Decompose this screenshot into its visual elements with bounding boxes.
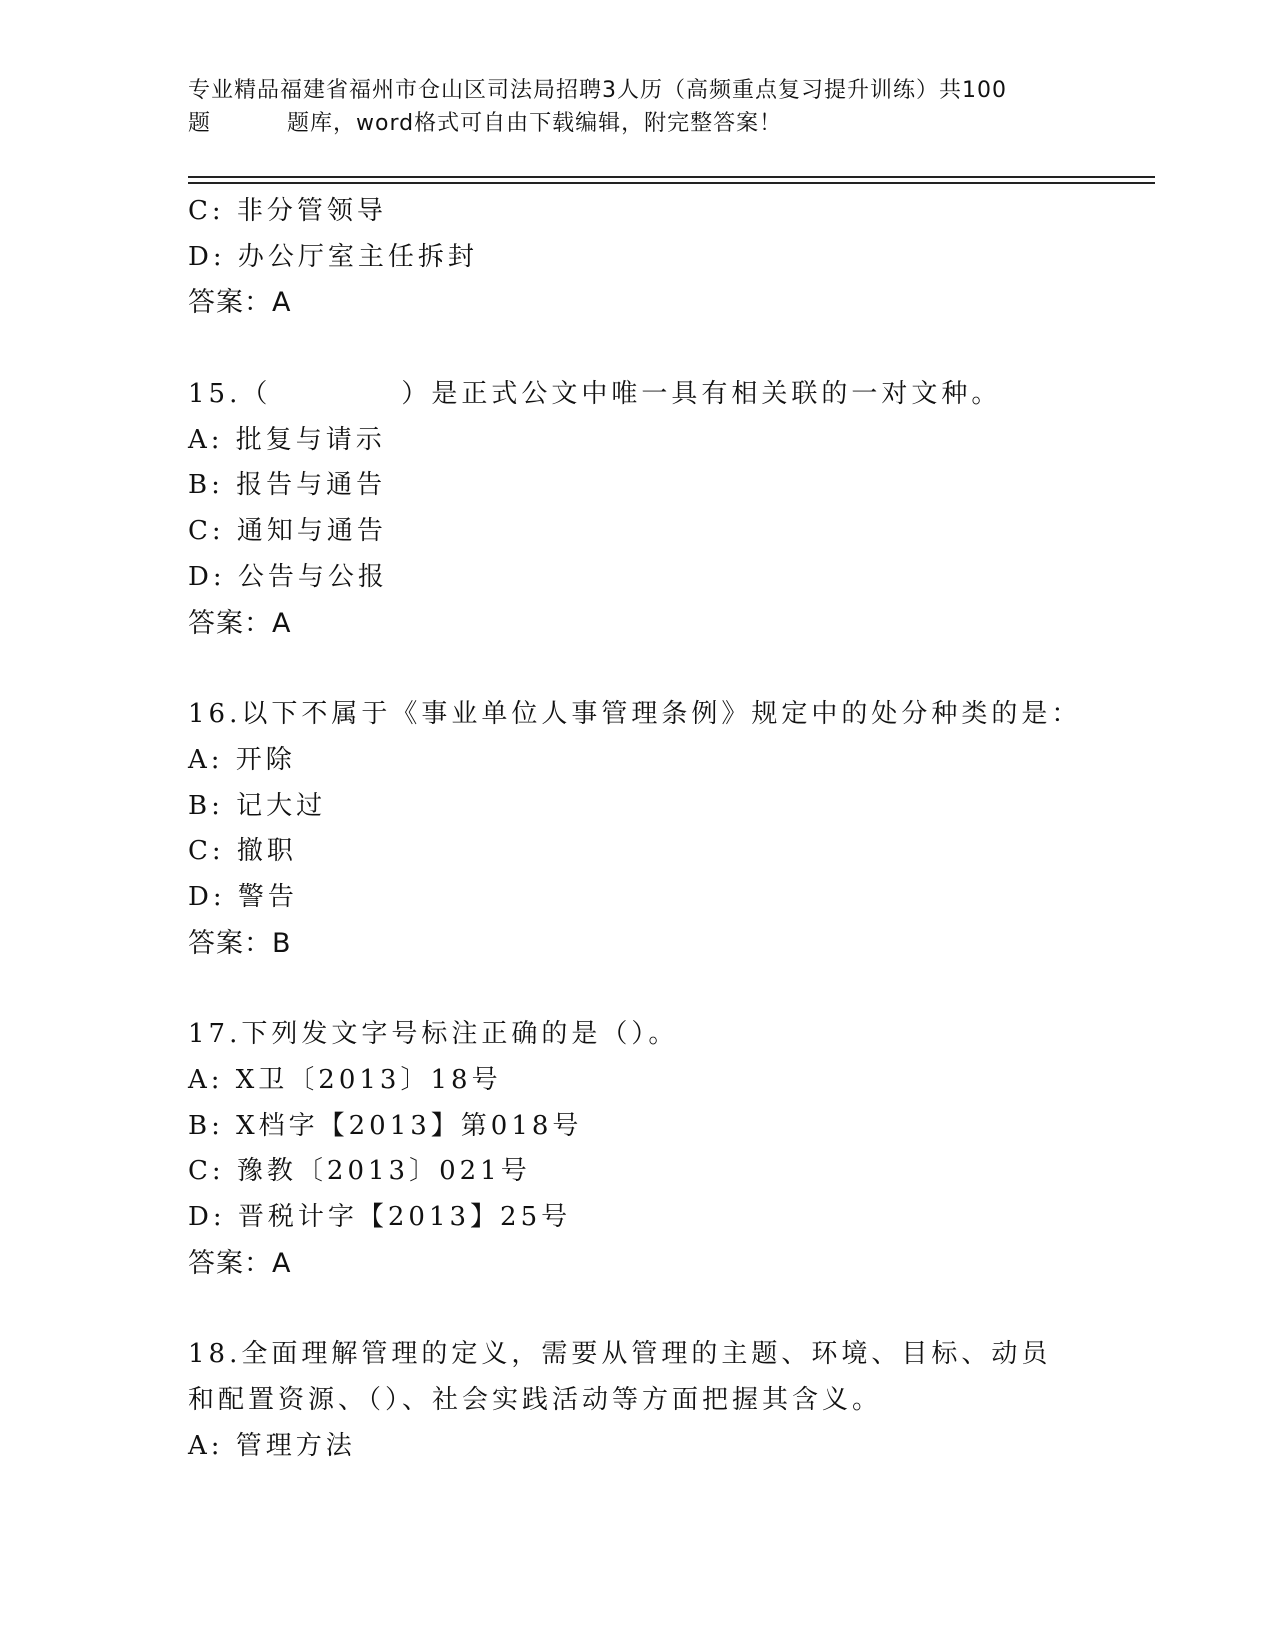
answer: 答案：A [188, 1247, 292, 1279]
question-list [188, 189, 1088, 1470]
header-subtitle-prefix: 题 [188, 111, 212, 136]
option-d: D: 办公厅室主任拆封 [188, 241, 478, 272]
question-stem-suffix: ）是正式公文中唯一具有相关联的一对文种。 [401, 379, 1002, 410]
option-a: A: 开除 [188, 744, 296, 775]
option-b: B: 记大过 [188, 790, 327, 821]
answer: 答案：A [188, 607, 292, 639]
header-divider-bottom [188, 182, 1155, 184]
option-b: B: X档字【2013】第018号 [188, 1110, 583, 1141]
option-a: A: 批复与请示 [188, 424, 386, 455]
option-a: A: X卫〔2013〕18号 [188, 1065, 502, 1095]
question-stem: 18.全面理解管理的定义，需要从管理的主题、环境、目标、动员和配置资源、（）、社会实践活动等方面把握其含义。 [188, 1339, 1052, 1416]
option-a: A: 管理方法 [188, 1430, 356, 1461]
document-header [188, 74, 1088, 140]
question-stem-prefix: 15.（ [188, 379, 272, 410]
option-c: C: 撤职 [188, 836, 297, 867]
header-subtitle-text: 题库，word格式可自由下载编辑，附完整答案！ [287, 111, 783, 136]
question-18 [188, 1332, 1088, 1469]
option-c: C: 豫教〔2013〕021号 [188, 1156, 531, 1187]
question-14-tail [188, 189, 1088, 326]
answer: 答案：A [188, 287, 292, 319]
option-b: B: 报告与通告 [188, 470, 387, 501]
question-15 [188, 372, 1088, 646]
header-divider-top [188, 176, 1155, 178]
option-c: C: 非分管领导 [188, 196, 387, 226]
question-stem: 17.下列发文字号标注正确的是（）。 [188, 1019, 679, 1050]
option-d: D: 公告与公报 [188, 561, 388, 592]
header-title-line: 专业精品福建省福州市仓山区司法局招聘3人历（高频重点复习提升训练）共100 [188, 78, 1007, 103]
question-17 [188, 1012, 1088, 1286]
option-d: D: 晋税计字【2013】25号 [188, 1202, 572, 1233]
question-stem: 16.以下不属于《事业单位人事管理条例》规定中的处分种类的是： [188, 699, 1082, 730]
option-c: C: 通知与通告 [188, 516, 387, 547]
option-d: D: 警告 [188, 881, 298, 912]
header-subtitle-line [188, 107, 1088, 140]
question-stem [188, 372, 1088, 418]
answer: 答案：B [188, 927, 292, 959]
question-16 [188, 692, 1088, 966]
